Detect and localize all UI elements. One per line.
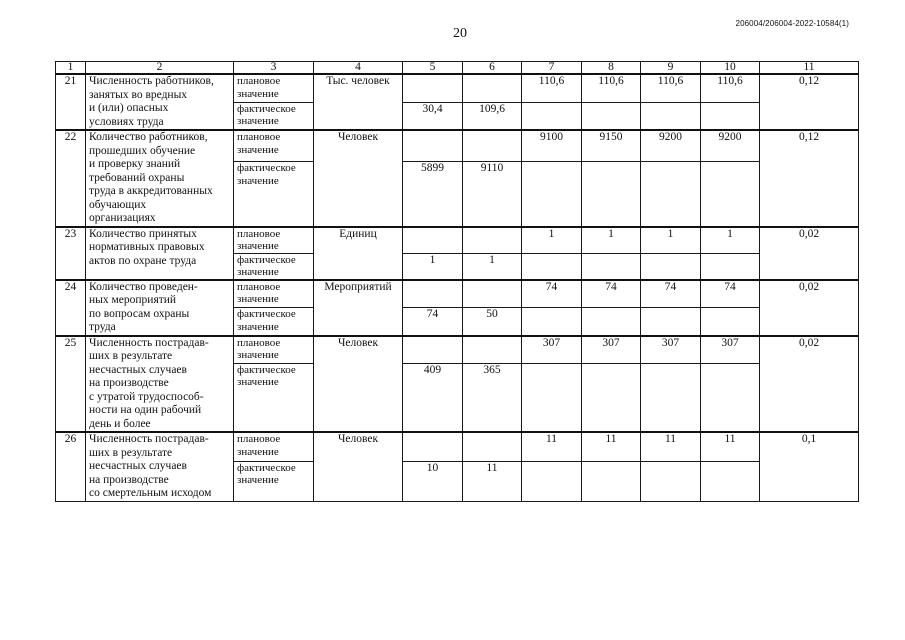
column-header: 5 <box>403 62 463 75</box>
plan-value-col6 <box>463 336 522 364</box>
column-header: 2 <box>86 62 234 75</box>
column-header: 4 <box>314 62 403 75</box>
plan-value-col10: 1 <box>701 227 760 254</box>
fact-value-col10 <box>701 461 760 501</box>
fact-value-col10 <box>701 363 760 432</box>
weight-coefficient: 0,02 <box>760 280 859 336</box>
row-number: 24 <box>56 280 86 336</box>
fact-value-col8 <box>582 363 641 432</box>
plan-value-col9: 74 <box>641 280 701 308</box>
plan-value-col7: 11 <box>522 432 582 461</box>
fact-value-col9 <box>641 102 701 130</box>
column-header: 3 <box>234 62 314 75</box>
plan-label: плановое значение <box>234 336 314 364</box>
column-header-row <box>56 62 859 75</box>
plan-value-col7: 9100 <box>522 130 582 162</box>
fact-value-col9 <box>641 162 701 227</box>
page-number: 20 <box>453 26 467 41</box>
indicator-name: Количество принятых нормативных правовых актов по охране труда <box>86 227 234 280</box>
indicator-plan-row <box>56 432 859 461</box>
fact-label: фактическое значение <box>234 253 314 280</box>
plan-value-col6 <box>463 227 522 254</box>
fact-value-col5: 74 <box>403 308 463 336</box>
plan-value-col5 <box>403 130 463 162</box>
row-number: 26 <box>56 432 86 501</box>
fact-value-col8 <box>582 102 641 130</box>
column-header: 1 <box>56 62 86 75</box>
fact-value-col8 <box>582 253 641 280</box>
indicator-plan-row <box>56 74 859 102</box>
fact-value-col7 <box>522 253 582 280</box>
plan-value-col10: 11 <box>701 432 760 461</box>
weight-coefficient: 0,12 <box>760 130 859 227</box>
fact-value-col6: 50 <box>463 308 522 336</box>
plan-value-col6 <box>463 280 522 308</box>
unit-of-measure: Единиц <box>314 227 403 280</box>
row-number: 25 <box>56 336 86 433</box>
plan-value-col9: 9200 <box>641 130 701 162</box>
plan-label: плановое значение <box>234 130 314 162</box>
plan-value-col7: 1 <box>522 227 582 254</box>
plan-value-col8: 307 <box>582 336 641 364</box>
indicator-plan-row <box>56 227 859 254</box>
fact-value-col7 <box>522 162 582 227</box>
fact-value-col7 <box>522 102 582 130</box>
plan-value-col6 <box>463 74 522 102</box>
document-id: 206004/206004-2022-10584(1) <box>735 19 849 28</box>
fact-label: фактическое значение <box>234 363 314 432</box>
plan-value-col5 <box>403 280 463 308</box>
fact-value-col10 <box>701 162 760 227</box>
indicator-plan-row <box>56 130 859 162</box>
fact-value-col7 <box>522 308 582 336</box>
column-header: 10 <box>701 62 760 75</box>
plan-value-col5 <box>403 227 463 254</box>
fact-value-col9 <box>641 363 701 432</box>
unit-of-measure: Мероприятий <box>314 280 403 336</box>
indicator-plan-row <box>56 280 859 308</box>
plan-value-col10: 9200 <box>701 130 760 162</box>
indicator-name: Количество работников, прошедших обучение и проверку знаний требований охраны труда в аккредитованных обучающих организациях <box>86 130 234 227</box>
plan-value-col7: 110,6 <box>522 74 582 102</box>
plan-value-col5 <box>403 74 463 102</box>
indicators-table <box>55 61 859 502</box>
weight-coefficient: 0,1 <box>760 432 859 501</box>
unit-of-measure: Тыс. человек <box>314 74 403 130</box>
indicator-name: Количество проведен- ных мероприятий по вопросам охраны труда <box>86 280 234 336</box>
unit-of-measure: Человек <box>314 130 403 227</box>
column-header: 11 <box>760 62 859 75</box>
plan-value-col8: 11 <box>582 432 641 461</box>
indicator-name: Численность пострадав- ших в результате несчастных случаев на производстве со смертельным исходом <box>86 432 234 501</box>
fact-value-col10 <box>701 102 760 130</box>
plan-value-col9: 11 <box>641 432 701 461</box>
plan-value-col8: 110,6 <box>582 74 641 102</box>
fact-value-col10 <box>701 253 760 280</box>
plan-value-col8: 1 <box>582 227 641 254</box>
column-header: 7 <box>522 62 582 75</box>
indicator-plan-row <box>56 336 859 364</box>
row-number: 22 <box>56 130 86 227</box>
plan-label: плановое значение <box>234 227 314 254</box>
indicator-name: Численность пострадав- ших в результате несчастных случаев на производстве с утратой трудоспособ- ности на один рабочий день и более <box>86 336 234 433</box>
fact-value-col6: 9110 <box>463 162 522 227</box>
plan-value-col6 <box>463 432 522 461</box>
fact-value-col5: 10 <box>403 461 463 501</box>
fact-value-col9 <box>641 461 701 501</box>
plan-value-col7: 307 <box>522 336 582 364</box>
plan-value-col10: 74 <box>701 280 760 308</box>
weight-coefficient: 0,02 <box>760 336 859 433</box>
fact-value-col8 <box>582 162 641 227</box>
weight-coefficient: 0,02 <box>760 227 859 280</box>
fact-value-col5: 5899 <box>403 162 463 227</box>
plan-label: плановое значение <box>234 74 314 102</box>
plan-value-col9: 1 <box>641 227 701 254</box>
fact-label: фактическое значение <box>234 162 314 227</box>
plan-value-col8: 9150 <box>582 130 641 162</box>
indicator-name: Численность работников, занятых во вредных и (или) опасных условиях труда <box>86 74 234 130</box>
weight-coefficient: 0,12 <box>760 74 859 130</box>
row-number: 23 <box>56 227 86 280</box>
row-number: 21 <box>56 74 86 130</box>
plan-value-col9: 307 <box>641 336 701 364</box>
column-header: 9 <box>641 62 701 75</box>
fact-value-col5: 30,4 <box>403 102 463 130</box>
fact-value-col5: 409 <box>403 363 463 432</box>
column-header: 6 <box>463 62 522 75</box>
plan-value-col10: 110,6 <box>701 74 760 102</box>
fact-value-col5: 1 <box>403 253 463 280</box>
plan-value-col5 <box>403 432 463 461</box>
plan-label: плановое значение <box>234 280 314 308</box>
plan-value-col9: 110,6 <box>641 74 701 102</box>
plan-value-col8: 74 <box>582 280 641 308</box>
fact-value-col9 <box>641 308 701 336</box>
fact-label: фактическое значение <box>234 461 314 501</box>
unit-of-measure: Человек <box>314 336 403 433</box>
fact-label: фактическое значение <box>234 308 314 336</box>
plan-label: плановое значение <box>234 432 314 461</box>
unit-of-measure: Человек <box>314 432 403 501</box>
fact-value-col8 <box>582 308 641 336</box>
fact-value-col10 <box>701 308 760 336</box>
fact-value-col6: 1 <box>463 253 522 280</box>
plan-value-col10: 307 <box>701 336 760 364</box>
fact-value-col7 <box>522 461 582 501</box>
fact-value-col6: 365 <box>463 363 522 432</box>
fact-label: фактическое значение <box>234 102 314 130</box>
fact-value-col6: 109,6 <box>463 102 522 130</box>
fact-value-col6: 11 <box>463 461 522 501</box>
plan-value-col5 <box>403 336 463 364</box>
fact-value-col9 <box>641 253 701 280</box>
plan-value-col6 <box>463 130 522 162</box>
column-header: 8 <box>582 62 641 75</box>
fact-value-col7 <box>522 363 582 432</box>
fact-value-col8 <box>582 461 641 501</box>
plan-value-col7: 74 <box>522 280 582 308</box>
